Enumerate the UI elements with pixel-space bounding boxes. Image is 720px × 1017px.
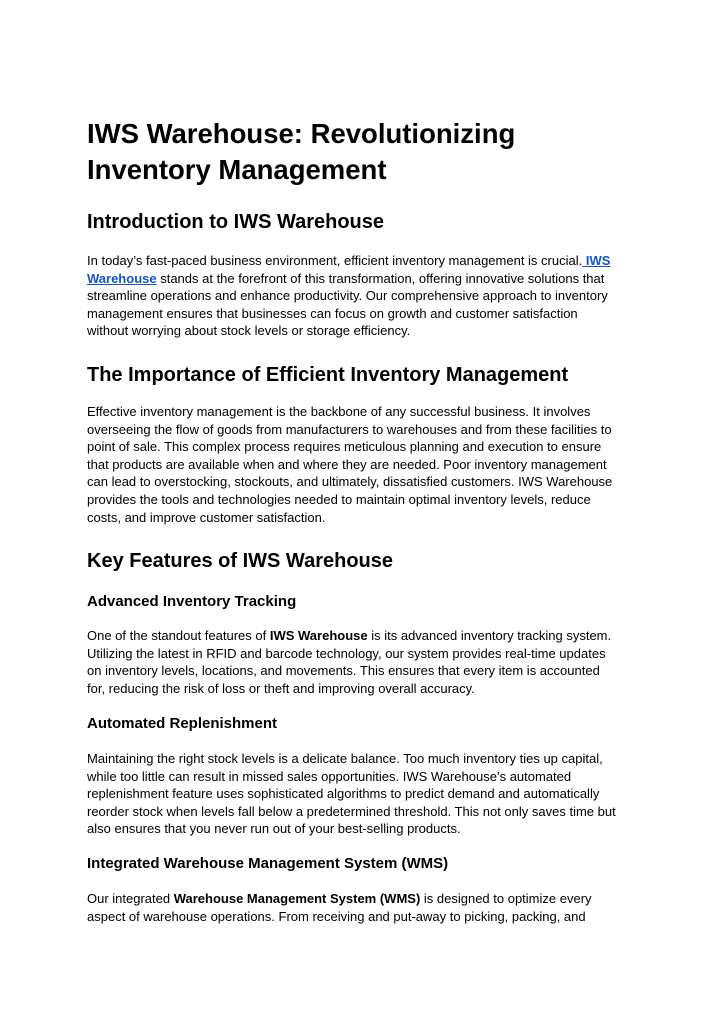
importance-line: Effective inventory management is the backbone of any successful business. It involves xyxy=(87,404,591,419)
intro-heading: Introduction to IWS Warehouse xyxy=(87,211,385,233)
tracking-heading: Advanced Inventory Tracking xyxy=(87,593,297,610)
tracking-line-2: Utilizing the latest in RFID and barcode technology, our system provides real-time updates xyxy=(87,645,606,661)
page-title xyxy=(87,116,633,188)
replenishment-line: Maintaining the right stock levels is a delicate balance. Too much inventory ties up capital, xyxy=(87,751,603,766)
replenishment-line: replenishment feature uses sophisticated algorithms to predict demand and automatically xyxy=(87,786,600,802)
replenishment-line: also ensures that you never run out of your best-selling products. xyxy=(87,821,461,837)
importance-heading: The Importance of Efficient Inventory Management xyxy=(87,364,569,386)
importance-line: overseeing the flow of goods from manufacturers to warehouses and from these facilities to xyxy=(87,421,612,437)
replenishment-paragraph xyxy=(87,750,633,838)
replenishment-line: reorder stock when levels fall below a predetermined threshold. This not only saves time but xyxy=(87,803,616,819)
intro-paragraph xyxy=(87,252,633,340)
tracking-line-1-bold: IWS Warehouse xyxy=(269,628,368,643)
features-heading: Key Features of IWS Warehouse xyxy=(87,550,393,572)
intro-line-2-text: stands at the forefront of this transformation, offering innovative solutions that xyxy=(156,270,605,286)
iws-warehouse-link-part-2[interactable]: Warehouse xyxy=(87,270,157,286)
tracking-paragraph xyxy=(87,627,633,697)
replenishment-heading: Automated Replenishment xyxy=(87,715,278,732)
importance-paragraph xyxy=(87,403,633,526)
importance-line: can lead to overstocking, stockouts, and ultimately, dissatisfied customers. IWS Warehouse xyxy=(87,474,613,490)
page-title-line-2: Inventory Management xyxy=(87,154,387,185)
tracking-line-4: for, reducing the risk of loss or theft and improving overall accuracy. xyxy=(87,680,475,696)
iws-warehouse-link-part-1[interactable]: IWS xyxy=(582,253,611,268)
tracking-line-1 xyxy=(87,627,633,645)
importance-line: point of sale. This complex process requires meticulous planning and execution to ensure xyxy=(87,439,602,455)
intro-line-1 xyxy=(87,252,633,270)
wms-heading: Integrated Warehouse Management System (WMS) xyxy=(87,855,449,872)
wms-line-1-pre: Our integrated xyxy=(87,891,174,906)
intro-line-1-text: In today’s fast-paced business environment, efficient inventory management is crucial. xyxy=(87,253,583,268)
importance-line: that products are available when and where they are needed. Poor inventory management xyxy=(87,456,607,472)
wms-line-1-post: is designed to optimize every xyxy=(420,891,592,906)
replenishment-line: while too little can result in missed sales opportunities. IWS Warehouse’s automated xyxy=(87,768,572,784)
wms-line-2: aspect of warehouse operations. From receiving and put-away to picking, packing, and xyxy=(87,908,586,924)
intro-line-5: without worrying about stock levels or storage efficiency. xyxy=(87,323,411,339)
wms-line-1-bold: Warehouse Management System (WMS) xyxy=(173,891,421,906)
tracking-line-1-post: is its advanced inventory tracking system. xyxy=(367,628,612,643)
wms-paragraph xyxy=(87,890,633,925)
importance-line: provides the tools and technologies needed to maintain optimal inventory levels, reduce xyxy=(87,491,591,507)
importance-line: costs, and improve customer satisfaction. xyxy=(87,509,326,525)
wms-line-1 xyxy=(87,890,633,908)
page-title-line-1: IWS Warehouse: Revolutionizing xyxy=(87,118,516,149)
intro-line-4: management ensures that businesses can focus on growth and customer satisfaction xyxy=(87,305,578,321)
intro-line-3: streamline operations and enhance productivity. Our comprehensive approach to inventory xyxy=(87,288,608,304)
tracking-line-3: on inventory levels, locations, and movements. This ensures that every item is accounted xyxy=(87,663,600,679)
intro-line-2 xyxy=(87,270,633,288)
tracking-line-1-pre: One of the standout features of xyxy=(87,628,270,643)
